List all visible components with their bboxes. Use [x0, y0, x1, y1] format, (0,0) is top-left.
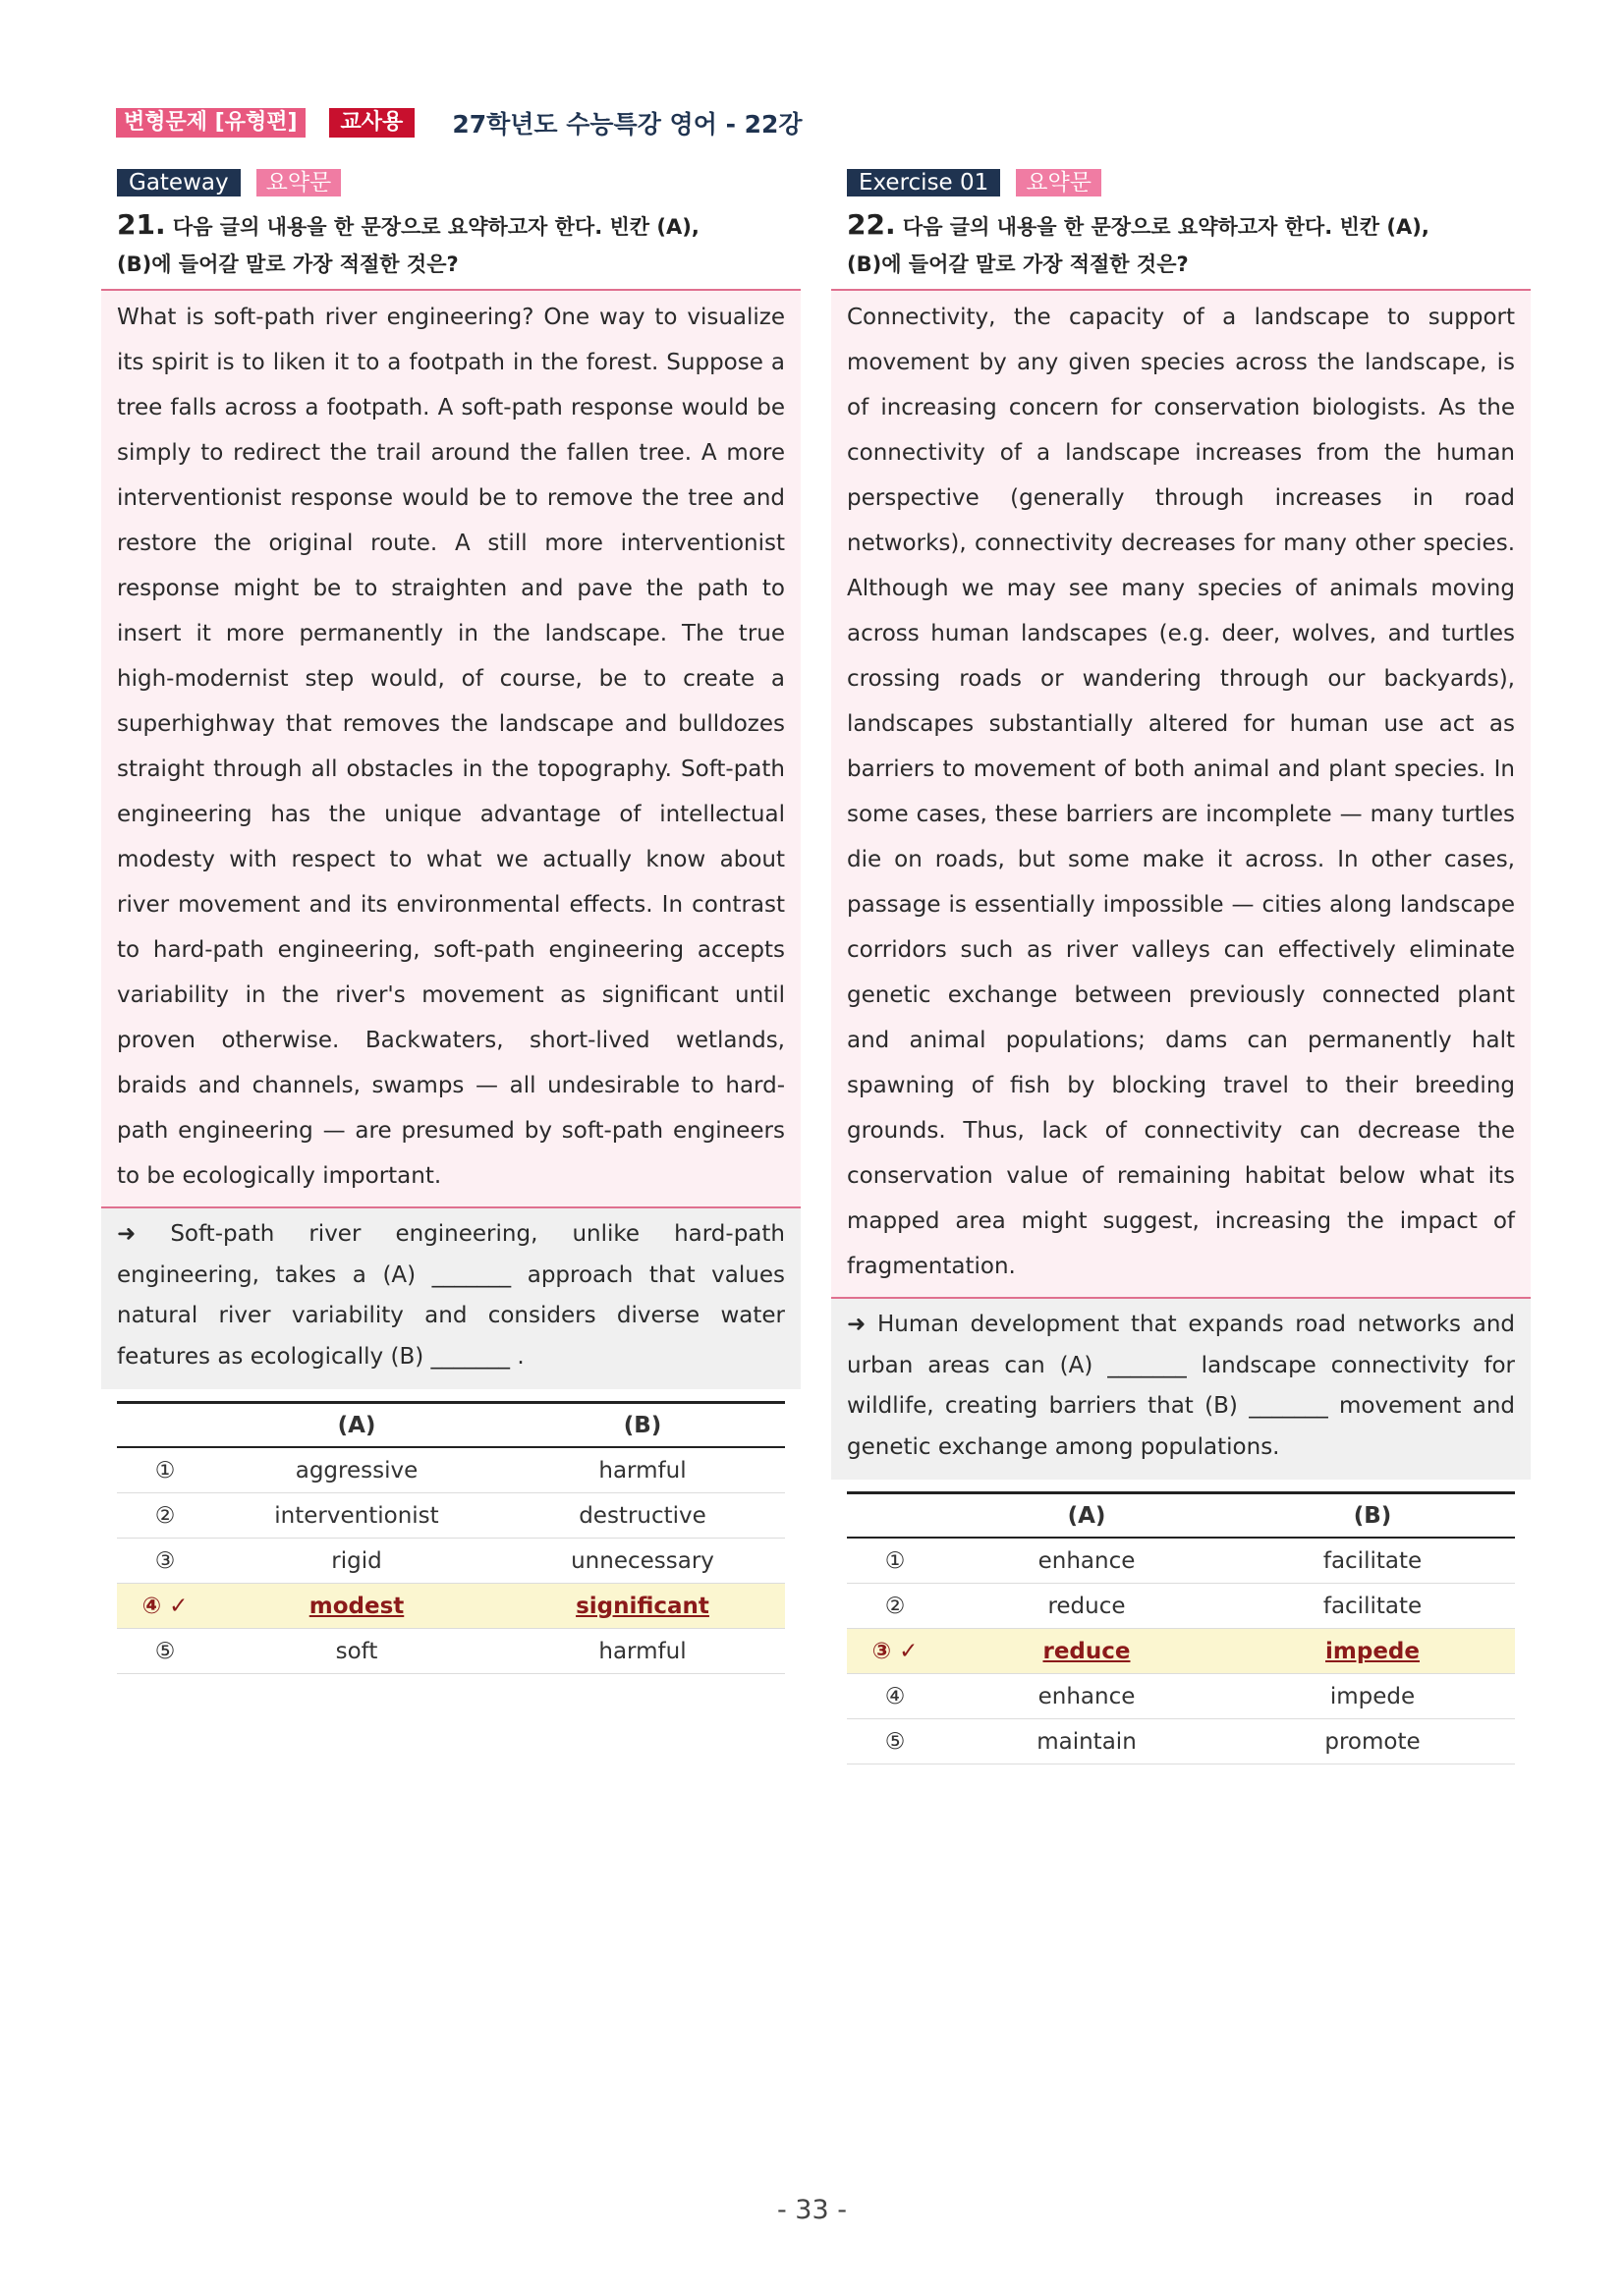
option-a: soft — [213, 1629, 500, 1674]
answer-table — [117, 1401, 785, 1674]
header-title: 27학년도 수능특강 영어 - 22강 — [452, 110, 803, 139]
answer-table — [847, 1491, 1515, 1764]
option-b: unnecessary — [500, 1539, 785, 1584]
page-number: - 33 - — [776, 2195, 847, 2225]
column-b-header: (B) — [1230, 1493, 1515, 1539]
passage: What is soft-path river engineering? One way to visualize its spirit is to liken it to a footpath in the forest. Suppose a tree falls across a footpath. A soft-path response would be simply to redirect the trail around the fallen tree. A more interventionist response would be to remove the tree and restore the original route. A still more interventionist response might be to straighten and pave the path to insert it more permanently in the landscape. The true high-modernist step would, of course, be to create a superhighway that removes the landscape and bulldozes straight through all obstacles in the topography. Soft-path engineering has the unique advantage of intellectual modesty with respect to what we actually know about river movement and its environmental effects. In contrast to hard-path engineering, soft-path engineering accepts variability in the river's movement as significant until proven otherwise. Backwaters, short-lived wetlands, braids and channels, swamps — all undesirable to hard-path engineering — are presumed by soft-path engineers to be ecologically important. — [101, 291, 801, 1206]
answer-table-header — [847, 1493, 1515, 1539]
option-b: promote — [1230, 1719, 1515, 1764]
column-b-header: (B) — [500, 1403, 785, 1448]
option-b: facilitate — [1230, 1538, 1515, 1584]
right-badges — [831, 169, 1531, 196]
option-number: ③ — [117, 1539, 213, 1584]
answer-option-3-correct[interactable] — [847, 1629, 1515, 1674]
option-number: ⑤ — [117, 1629, 213, 1674]
question-number: 21. — [117, 208, 166, 241]
answer-option-1[interactable] — [847, 1538, 1515, 1584]
answer-option-4[interactable] — [847, 1674, 1515, 1719]
option-number: ④ — [847, 1674, 943, 1719]
option-b: harmful — [500, 1447, 785, 1493]
option-b: significant — [500, 1584, 785, 1629]
answer-option-2[interactable] — [117, 1493, 785, 1539]
question-number: 22. — [847, 208, 896, 241]
option-number: ① — [847, 1538, 943, 1584]
answer-option-1[interactable] — [117, 1447, 785, 1493]
option-b: destructive — [500, 1493, 785, 1539]
question-text-line1: 다음 글의 내용을 한 문장으로 요약하고자 한다. 빈칸 (A), — [895, 215, 1429, 239]
option-a: reduce — [943, 1584, 1230, 1629]
option-a: enhance — [943, 1538, 1230, 1584]
answer-option-2[interactable] — [847, 1584, 1515, 1629]
option-a: modest — [213, 1584, 500, 1629]
option-b: impede — [1230, 1674, 1515, 1719]
column-a-header: (A) — [213, 1403, 500, 1448]
answer-option-3[interactable] — [117, 1539, 785, 1584]
option-number: ④ ✓ — [117, 1584, 213, 1629]
option-number: ② — [847, 1584, 943, 1629]
option-a: enhance — [943, 1674, 1230, 1719]
exercise-badge: Exercise 01 — [847, 169, 1000, 196]
option-a: rigid — [213, 1539, 500, 1584]
option-b: facilitate — [1230, 1584, 1515, 1629]
answer-option-5[interactable] — [117, 1629, 785, 1674]
question-text-line1: 다음 글의 내용을 한 문장으로 요약하고자 한다. 빈칸 (A), — [165, 215, 700, 239]
type-tag: 변형문제 [유형편] — [116, 108, 306, 138]
page-header — [116, 105, 803, 140]
summary-badge: 요약문 — [1016, 169, 1101, 196]
column-a-header: (A) — [943, 1493, 1230, 1539]
summary-sentence: ➜ Human development that expands road networks and urban areas can (A) _______ landscape connectivity for wildlife, creating barriers that (B) _______ movement and genetic exchange among populations. — [831, 1297, 1531, 1480]
question-text-line2: (B)에 들어갈 말로 가장 적절한 것은? — [847, 252, 1189, 276]
option-number: ① — [117, 1447, 213, 1493]
answer-table-header — [117, 1403, 785, 1448]
question-21 — [101, 206, 801, 283]
left-column — [101, 169, 801, 1674]
left-badges — [101, 169, 801, 196]
question-22 — [831, 206, 1531, 283]
option-number: ② — [117, 1493, 213, 1539]
answer-option-4-correct[interactable] — [117, 1584, 785, 1629]
answer-option-5[interactable] — [847, 1719, 1515, 1764]
option-number: ⑤ — [847, 1719, 943, 1764]
right-column — [831, 169, 1531, 1764]
question-text-line2: (B)에 들어갈 말로 가장 적절한 것은? — [117, 252, 459, 276]
option-b: harmful — [500, 1629, 785, 1674]
option-a: aggressive — [213, 1447, 500, 1493]
summary-badge: 요약문 — [256, 169, 342, 196]
summary-sentence: ➜ Soft-path river engineering, unlike hard-path engineering, takes a (A) _______ approach that values natural river variability and considers diverse water features as ecologically (B) _______ . — [101, 1206, 801, 1389]
teacher-tag: 교사용 — [329, 108, 416, 138]
option-b: impede — [1230, 1629, 1515, 1674]
passage: Connectivity, the capacity of a landscape to support movement by any given species across the landscape, is of increasing concern for conservation biologists. As the connectivity of a landscape increases from the human perspective (generally through increases in road networks), connectivity decreases for many other species. Although we may see many species of animals moving across human landscapes (e.g. deer, wolves, and turtles crossing roads or wandering through our backyards), landscapes substantially altered for human use act as barriers to movement of both animal and plant species. In some cases, these barriers are incomplete — many turtles die on roads, but some make it across. In other cases, passage is essentially impossible — cities along landscape corridors such as river valleys can effectively eliminate genetic exchange between previously connected plant and animal populations; dams can permanently halt spawning of fish by blocking travel to their breeding grounds. Thus, lack of connectivity can decrease the conservation value of remaining habitat below what its mapped area might suggest, increasing the impact of fragmentation. — [831, 291, 1531, 1297]
gateway-badge: Gateway — [117, 169, 241, 196]
option-a: reduce — [943, 1629, 1230, 1674]
option-number: ③ ✓ — [847, 1629, 943, 1674]
option-a: maintain — [943, 1719, 1230, 1764]
option-a: interventionist — [213, 1493, 500, 1539]
